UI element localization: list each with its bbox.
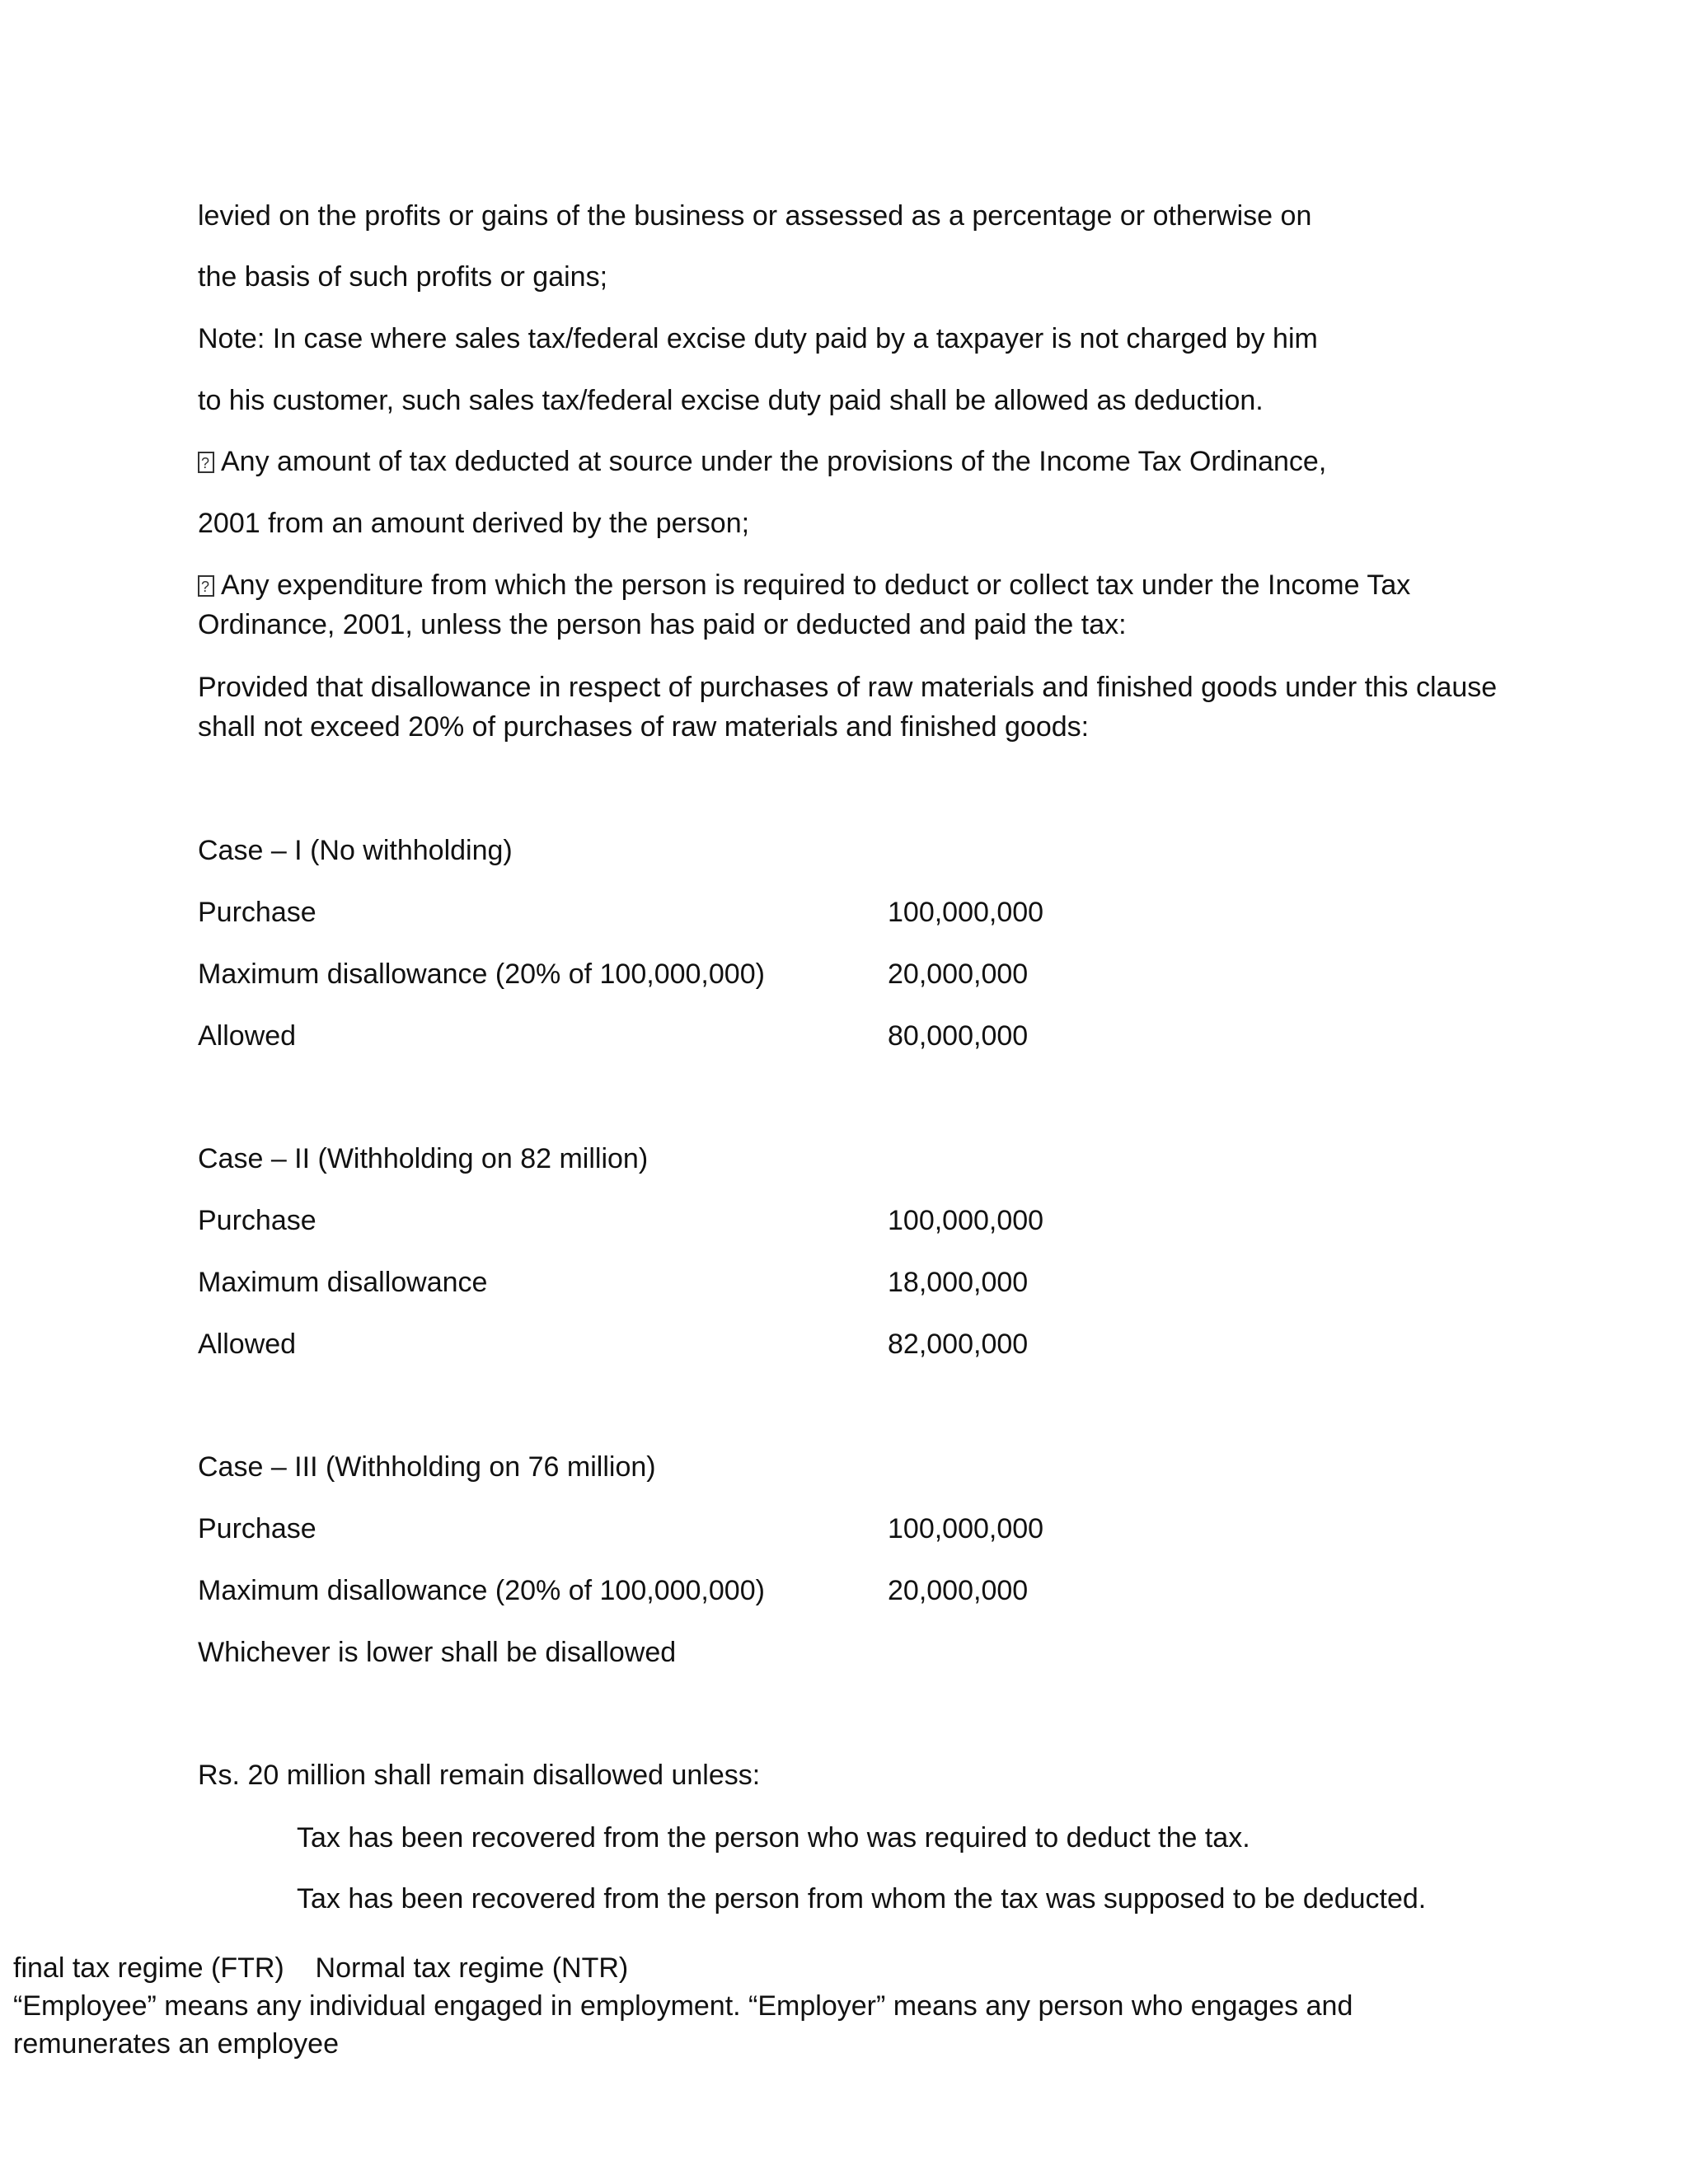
note-line-2: to his customer, such sales tax/federal excise duty paid shall be allowed as deduction. — [198, 385, 1264, 416]
definition-line-1: “Employee” means any individual engaged in employment. “Employer” means any person who engages and — [13, 1990, 1353, 2022]
missing-glyph-box-icon — [198, 452, 214, 473]
bullet-2-line-2: Ordinance, 2001, unless the person has paid or deducted and paid the tax: — [198, 609, 1127, 640]
case-1-title: Case – I (No withholding) — [198, 835, 513, 866]
case-1-row-2-label: Maximum disallowance (20% of 100,000,000) — [198, 958, 765, 990]
case-3-row-1-label: Purchase — [198, 1513, 316, 1544]
case-1-row-3-value: 80,000,000 — [888, 1020, 1029, 1052]
note-line-1: Note: In case where sales tax/federal excise duty paid by a taxpayer is not charged by him — [198, 323, 1318, 354]
remain-heading: Rs. 20 million shall remain disallowed unless: — [198, 1760, 761, 1791]
definition-line-2: remunerates an employee — [13, 2028, 340, 2060]
case-2-row-2-value: 18,000,000 — [888, 1267, 1029, 1298]
missing-glyph-box-icon — [198, 575, 214, 597]
case-3-row-1-value: 100,000,000 — [888, 1513, 1044, 1544]
case-1-row-1-label: Purchase — [198, 897, 316, 928]
intro-line-2: the basis of such profits or gains; — [198, 261, 608, 293]
case-1-row-3-label: Allowed — [198, 1020, 297, 1052]
case-3-row-3-label: Whichever is lower shall be disallowed — [198, 1637, 677, 1668]
case-3-row-2-label: Maximum disallowance (20% of 100,000,000) — [198, 1575, 765, 1606]
tax-regimes-line: final tax regime (FTR) Normal tax regime (NTR) — [13, 1952, 629, 1984]
case-2-title: Case – II (Withholding on 82 million) — [198, 1143, 649, 1174]
case-2-row-1-value: 100,000,000 — [888, 1205, 1044, 1236]
bullet-1-line-2: 2001 from an amount derived by the person; — [198, 508, 750, 539]
case-3-title: Case – III (Withholding on 76 million) — [198, 1451, 656, 1483]
bullet-1-line-1 — [198, 442, 1326, 481]
case-3-row-2-value: 20,000,000 — [888, 1575, 1029, 1606]
proviso-line-1: Provided that disallowance in respect of purchases of raw materials and finished goods under this clause — [198, 672, 1498, 703]
bullet-1-text: Any amount of tax deducted at source under the provisions of the Income Tax Ordinance, — [221, 446, 1327, 477]
intro-line-1: levied on the profits or gains of the business or assessed as a percentage or otherwise on — [198, 200, 1312, 232]
proviso-line-2: shall not exceed 20% of purchases of raw materials and finished goods: — [198, 711, 1090, 743]
bullet-2-line-1 — [198, 565, 1410, 605]
case-2-row-1-label: Purchase — [198, 1205, 316, 1236]
case-1-row-1-value: 100,000,000 — [888, 897, 1044, 928]
case-2-row-3-label: Allowed — [198, 1329, 297, 1360]
case-2-row-2-label: Maximum disallowance — [198, 1267, 488, 1298]
case-2-row-3-value: 82,000,000 — [888, 1329, 1029, 1360]
remain-item-1: Tax has been recovered from the person who was required to deduct the tax. — [297, 1822, 1250, 1854]
bullet-2-text: Any expenditure from which the person is required to deduct or collect tax under the Income Tax — [221, 569, 1411, 601]
remain-item-2: Tax has been recovered from the person from whom the tax was supposed to be deducted. — [297, 1883, 1427, 1915]
case-1-row-2-value: 20,000,000 — [888, 958, 1029, 990]
